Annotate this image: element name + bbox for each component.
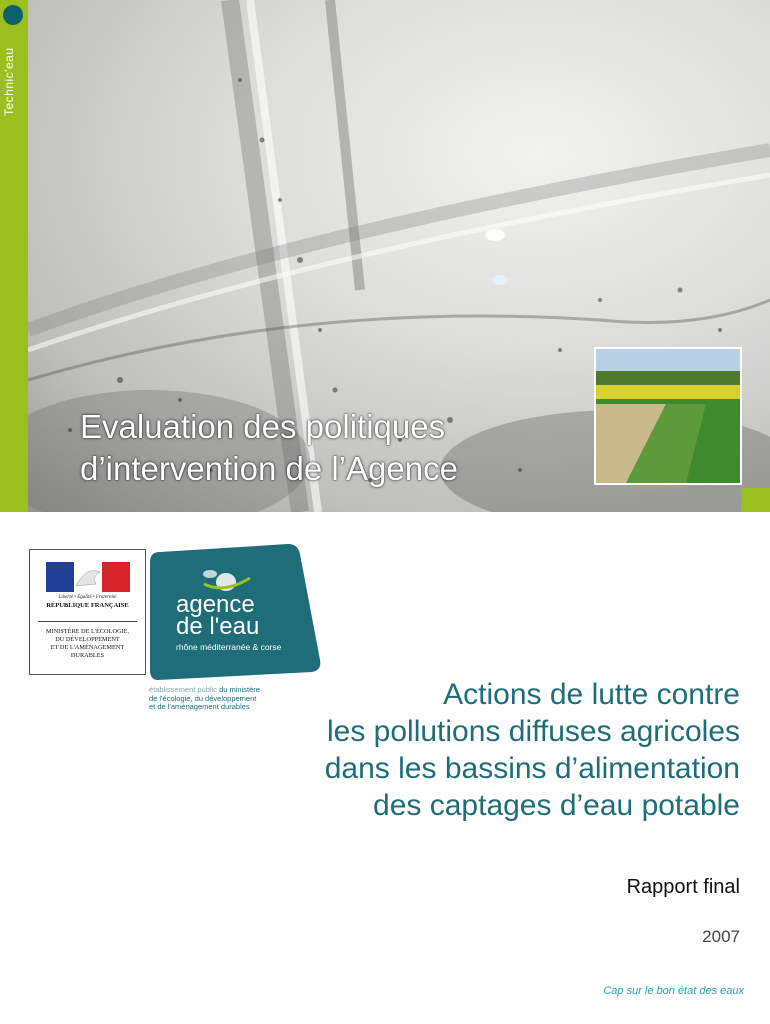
report-title-line: Actions de lutte contre [443,678,740,711]
report-title-line: dans les bassins d’alimentation [324,752,740,785]
marianne-flag-icon [46,562,130,592]
field-photo [596,349,740,483]
report-title [180,676,740,824]
ministry-line: DURABLES [70,652,105,659]
ministry-line: ET DE L'AMÉNAGEMENT [50,644,125,651]
report-year: 2007 [702,927,740,946]
agency-name [176,591,260,640]
establishment-line: et de l'aménagement durables [149,702,250,711]
series-label: Technic'eau [2,47,16,116]
agency-name-line-2: de l'eau [176,613,260,640]
report-title-line: les pollutions diffuses agricoles [326,715,740,748]
ministry-line: MINISTÈRE DE L'ÉCOLOGIE, [45,628,130,635]
ministry-name [34,628,141,660]
series-spine [0,0,28,512]
field-inset-photo [594,347,742,485]
agency-region: rhône méditerranée & corse [176,642,282,652]
ministry-line: DU DÉVELOPPEMENT [55,636,120,643]
cover-title-line-1: Evaluation des politiques [80,408,446,445]
republique-francaise-logo [29,549,146,675]
establishment-line: de l'écologie, du développement [149,693,257,703]
agency-name-line-1: agence [176,591,255,618]
cover-title-line-2: d’intervention de l’Agence [80,450,458,487]
establishment-prefix: établissement public [149,685,217,694]
report-type: Rapport final [626,876,740,898]
establishment-line: du ministère [219,685,260,694]
report-title-line: des captages d’eau potable [373,789,740,822]
republic-motto: Liberté • Égalité • Fraternité [58,595,117,600]
divider [38,621,137,622]
series-dot-icon [3,5,23,25]
tagline: Cap sur le bon état des eaux [603,985,744,997]
corner-accent [741,488,770,512]
republic-name: RÉPUBLIQUE FRANÇAISE [46,602,129,609]
cover-title [80,406,600,490]
